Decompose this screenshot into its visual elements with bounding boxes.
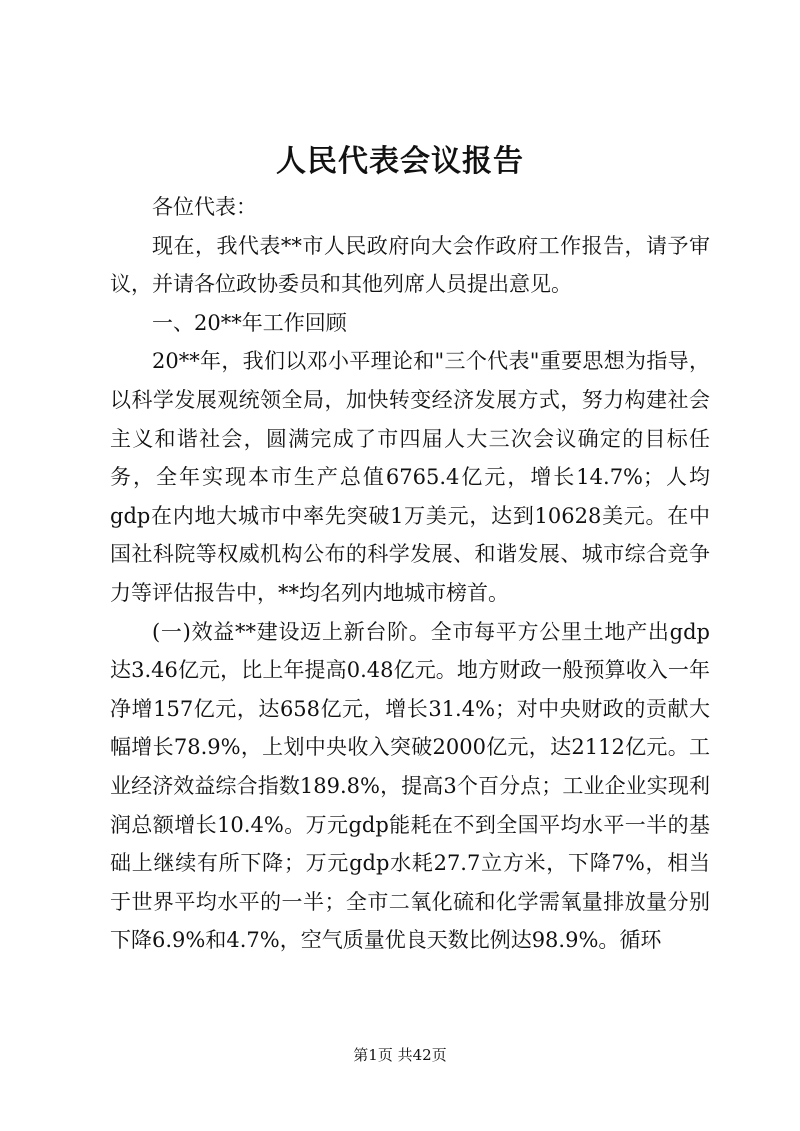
efficiency-paragraph: (一)效益**建设迈上新台阶。全市每平方公里土地产出gdp达3.46亿元，比上年提高0.48亿元。地方财政一般预算收入一年净增157亿元，达658亿元，增长31.4%；对中央财政的贡献大幅增长78.9%，上划中央收入突破2000亿元，达2112亿元。工业经济效益综合指数189.8%，提高3个百分点；工业企业实现利润总额增长10.4%。万元gdp能耗在不到全国平均水平一半的基础上继续有所下降；万元gdp水耗27.7立方米，下降7%，相当于世界平均水平的一半；全市二氧化硫和化学需氧量排放量分别下降6.9%和4.7%，空气质量优良天数比例达98.9%。循环 [110, 619, 710, 953]
page-number-footer: 第1页 共42页 [353, 1046, 447, 1064]
document-body [110, 188, 710, 960]
intro-paragraph: 现在，我代表**市人民政府向大会作政府工作报告，请予审议，并请各位政协委员和其他列席人员提出意见。 [110, 233, 710, 297]
document-title: 人民代表会议报告 [276, 144, 524, 179]
section-heading: 一、20**年工作回顾 [152, 310, 347, 335]
review-paragraph: 20**年，我们以邓小平理论和"三个代表"重要思想为指导，以科学发展观统领全局，加快转变经济发展方式，努力构建社会主义和谐社会，圆满完成了市四届人大三次会议确定的目标任务，全年实现本市生产总值6765.4亿元，增长14.7%；人均gdp在内地大城市中率先突破1万美元，达到10628美元。在中国社科院等权威机构公布的科学发展、和谐发展、城市综合竞争力等评估报告中，**均名列内地城市榜首。 [110, 349, 710, 605]
salutation-paragraph: 各位代表： [152, 195, 257, 219]
